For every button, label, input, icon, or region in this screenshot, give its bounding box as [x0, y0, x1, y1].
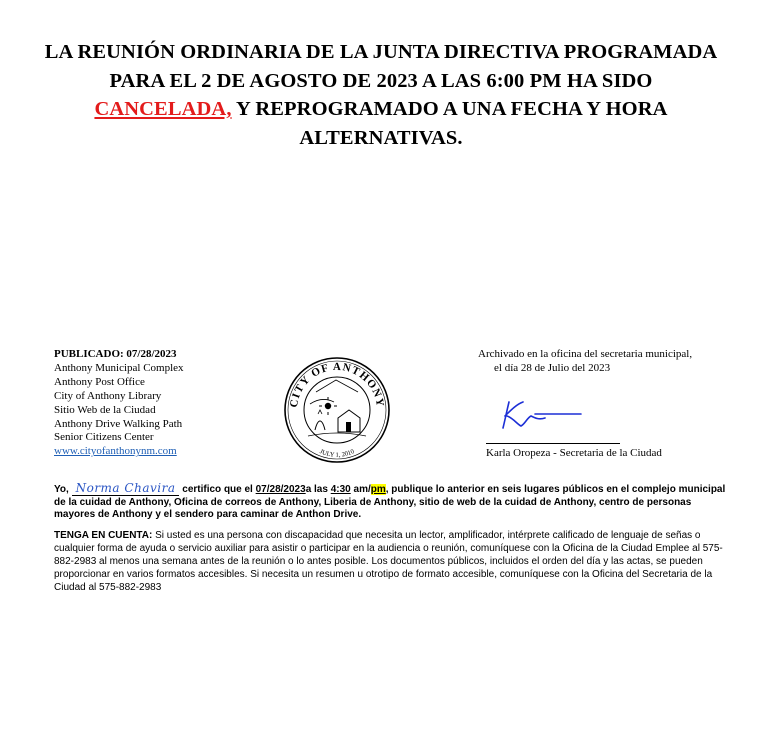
archive-line-1: Archivado en la oficina del secretaria municipal,	[478, 348, 693, 360]
archive-line-2: el día 28 de Julio del 2023	[494, 361, 611, 374]
headline-line-1: LA REUNIÓN ORDINARIA DE LA JUNTA DIRECTIVA PROGRAMADA	[44, 41, 718, 63]
cert-pm-highlighted: pm	[370, 484, 386, 495]
cert-date: 07/28/2023	[255, 484, 306, 495]
headline-line-3	[20, 95, 742, 124]
headline-line-4: ALTERNATIVAS.	[299, 126, 463, 149]
seal-title: CITY OF ANTHONY	[287, 360, 387, 409]
city-website-link[interactable]: www.cityofanthonynm.com	[54, 445, 177, 458]
cert-yo: Yo,	[54, 484, 72, 495]
location-item: City of Anthony Library	[54, 389, 162, 402]
cert-text-3: , publique lo anterior en seis lugares públicos en el complejo municipal de la cuidad de Anthony, Oficina de correos de Anthony, Liberia de Anthony, sitio de web de la cuidad de Anthony, centro de personas mayores de Anthony y el sendero para caminar de Anthon Drive.	[54, 484, 726, 521]
cert-time: 4:30	[330, 484, 351, 495]
location-item: Anthony Municipal Complex	[54, 361, 184, 374]
notice-text: Si usted es una persona con discapacidad que necesita un lector, amplificador, intérprete calificado de lenguaje de señas o cualquier forma de ayuda o servicio auxiliar para asistir o participar en la audiencia o reunión, comuníquese con la Oficina de la Ciudad Emplee al 575-882-2983 al menos una semana antes de la reunión o lo antes posible. Los documentos públicos, incluidos el orden del día y las actas, se pueden proporcionar en varios formatos accesibles. Si necesita un resumen u otrotipo de formato accesible, comuníquese con la Oficina del Secretaria de la Ciudad al 575-882-2983	[54, 530, 723, 593]
notice-label: TENGA EN CUENTA:	[54, 530, 153, 541]
location-item: Anthony Drive Walking Path	[54, 417, 183, 430]
meeting-cancellation-headline	[20, 38, 742, 152]
location-item: Anthony Post Office	[54, 375, 145, 388]
signature-line	[486, 443, 620, 444]
posting-locations	[54, 348, 254, 459]
headline-line-2: PARA EL 2 DE AGOSTO DE 2023 A LAS 6:00 PM HA SIDO	[109, 69, 653, 92]
posting-certification	[54, 482, 734, 522]
cert-text-1: certifico que el	[179, 484, 256, 495]
location-item: Senior Citizens Center	[54, 431, 154, 444]
city-of-anthony-seal	[282, 352, 392, 468]
cancelled-word: CANCELADA,	[94, 98, 232, 120]
clerk-signature	[495, 394, 585, 434]
seal-date: JULY 1, 2010	[318, 448, 356, 459]
cert-am: am/	[350, 484, 371, 495]
location-item: Sitio Web de la Ciudad	[54, 403, 156, 416]
posted-date-label: PUBLICADO: 07/28/2023	[54, 348, 177, 360]
accessibility-notice	[54, 530, 734, 595]
clerk-name-title: Karla Oropeza - Secretaria de la Ciudad	[486, 447, 662, 459]
cert-text-2: a las	[305, 484, 331, 495]
headline-line-3-rest: Y REPROGRAMADO A UNA FECHA Y HORA	[231, 98, 668, 120]
archive-note	[478, 348, 748, 376]
certifier-signed-name: Norma Chavira	[72, 481, 180, 496]
